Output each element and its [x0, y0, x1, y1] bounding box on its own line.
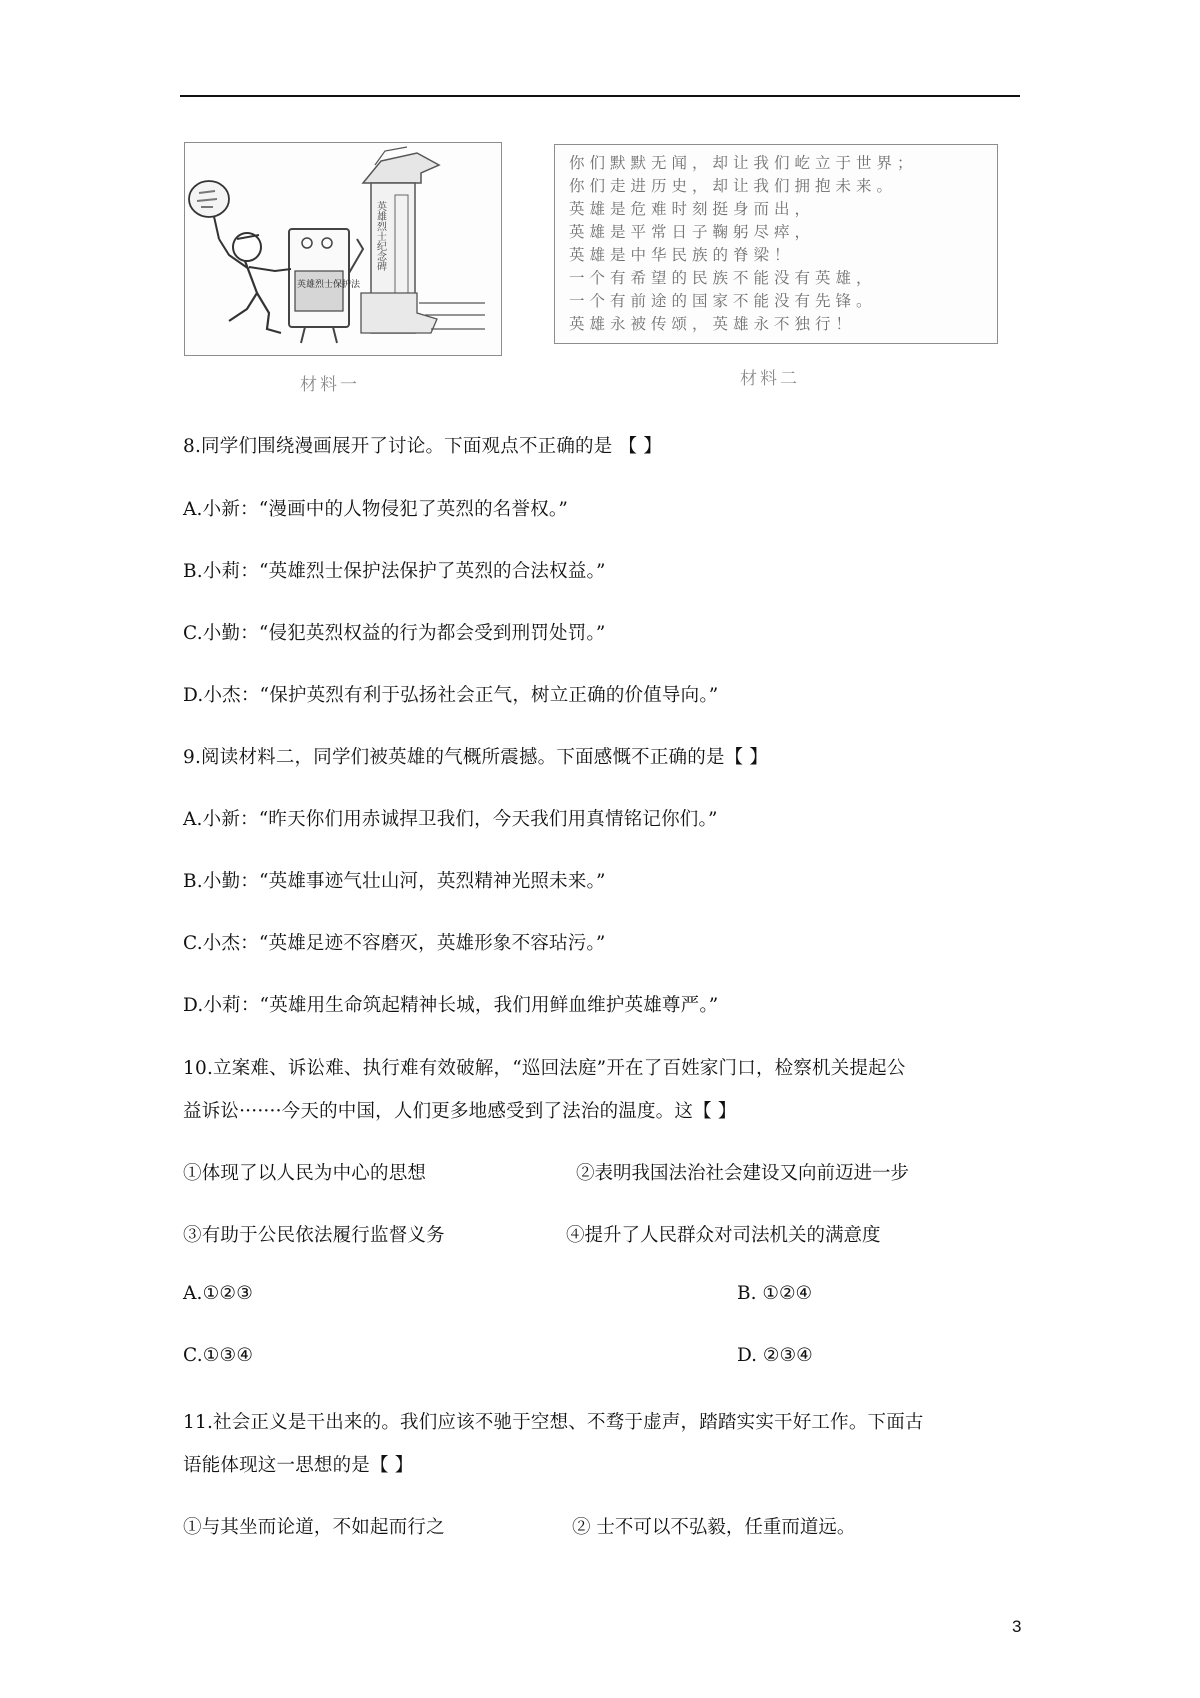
question-10-stem-line2: 益诉讼·······今天的中国，人们更多地感受到了法治的温度。这【 】 [183, 1101, 737, 1122]
question-10-option-d: D. ②③④ [737, 1345, 813, 1366]
material-one-cartoon [184, 142, 502, 356]
monument-label: 英雄烈士纪念碑 [374, 201, 386, 271]
question-11-item-1: ①与其坐而论道，不如起而行之 [183, 1517, 445, 1538]
question-9-option-d: D.小莉：“英雄用生命筑起精神长城，我们用鲜血维护英雄尊严。” [183, 995, 719, 1016]
question-10-option-c: C.①③④ [183, 1345, 254, 1366]
question-11-item-2: ② 士不可以不弘毅，任重而道远。 [572, 1517, 856, 1538]
question-10-item-3: ③有助于公民依法履行监督义务 [183, 1225, 445, 1246]
question-8-option-d: D.小杰：“保护英烈有利于弘扬社会正气，树立正确的价值导向。” [183, 685, 719, 706]
poem-line: 英雄永被传颂，英雄永不独行！ [569, 315, 857, 333]
question-8-option-c: C.小勤：“侵犯英烈权益的行为都会受到刑罚处罚。” [183, 623, 606, 644]
question-10-stem-line1: 10.立案难、诉讼难、执行难有效破解，“巡回法庭”开在了百姓家门口，检察机关提起公 [183, 1058, 906, 1079]
question-10-item-4: ④提升了人民群众对司法机关的满意度 [566, 1225, 881, 1246]
question-9-option-c: C.小杰：“英雄足迹不容磨灭，英雄形象不容玷污。” [183, 933, 606, 954]
header-rule [180, 95, 1020, 97]
caption-material-two: 材料二 [740, 369, 800, 389]
question-8-option-a: A.小新：“漫画中的人物侵犯了英烈的名誉权。” [183, 499, 569, 520]
question-10-item-1: ①体现了以人民为中心的思想 [183, 1163, 427, 1184]
poem-line: 英雄是中华民族的脊梁！ [569, 246, 795, 264]
question-11-stem-line1: 11.社会正义是干出来的。我们应该不驰于空想、不骛于虚声，踏踏实实干好工作。下面古 [183, 1412, 924, 1433]
cartoon-illustration [185, 143, 501, 355]
question-9-option-a: A.小新：“昨天你们用赤诚捍卫我们，今天我们用真情铭记你们。” [183, 809, 718, 830]
question-8-stem: 8.同学们围绕漫画展开了讨论。下面观点不正确的是 【 】 [183, 436, 663, 457]
page-number: 3 [1012, 1617, 1022, 1636]
poem-line: 一个有希望的民族不能没有英雄， [569, 269, 877, 287]
question-9-stem: 9.阅读材料二，同学们被英雄的气概所震撼。下面感慨不正确的是【 】 [183, 747, 769, 768]
question-9-option-b: B.小勤：“英雄事迹气壮山河，英烈精神光照未来。” [183, 871, 606, 892]
material-two-poem [554, 144, 998, 344]
poem-line: 英雄是危难时刻挺身而出， [569, 200, 816, 218]
question-10-option-a: A.①②③ [183, 1283, 253, 1304]
poem-line: 你们走进历史，却让我们拥抱未来。 [569, 177, 898, 195]
poem-line: 一个有前途的国家不能没有先锋。 [569, 292, 877, 310]
caption-material-one: 材料一 [300, 375, 360, 395]
question-10-option-b: B. ①②④ [737, 1283, 813, 1304]
poem-line: 你们默默无闻，却让我们屹立于世界； [569, 154, 918, 172]
question-10-item-2: ②表明我国法治社会建设又向前迈进一步 [576, 1163, 910, 1184]
law-book-label: 英雄烈士保护法 [297, 280, 361, 290]
question-11-stem-line2: 语能体现这一思想的是【 】 [183, 1455, 414, 1476]
question-8-option-b: B.小莉：“英雄烈士保护法保护了英烈的合法权益。” [183, 561, 606, 582]
materials-figure [184, 142, 1016, 398]
poem-line: 英雄是平常日子鞠躬尽瘁， [569, 223, 816, 241]
